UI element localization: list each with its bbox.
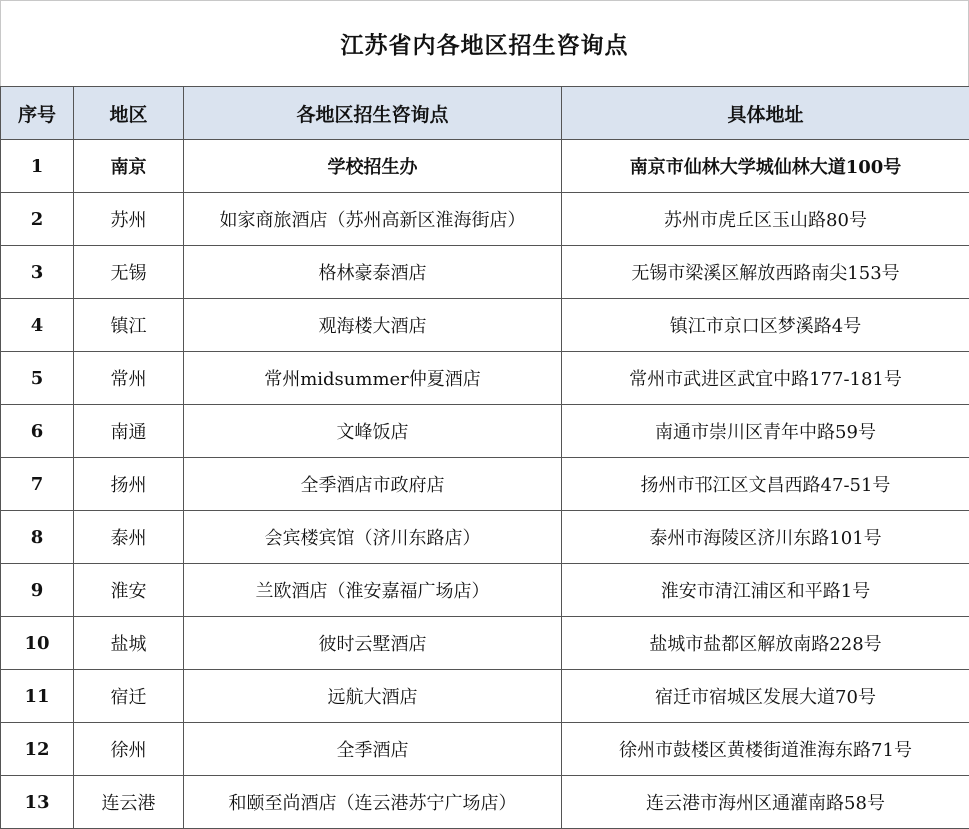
cell-address: 淮安市清江浦区和平路1号 [562, 564, 969, 617]
cell-address: 盐城市盐都区解放南路228号 [562, 617, 969, 670]
cell-seq: 10 [1, 617, 74, 670]
cell-point: 远航大酒店 [184, 670, 562, 723]
cell-seq: 11 [1, 670, 74, 723]
cell-region: 无锡 [74, 246, 184, 299]
cell-region: 常州 [74, 352, 184, 405]
cell-seq: 1 [1, 140, 74, 193]
cell-point: 学校招生办 [184, 140, 562, 193]
cell-point: 和颐至尚酒店（连云港苏宁广场店） [184, 776, 562, 829]
cell-seq: 6 [1, 405, 74, 458]
header-region: 地区 [74, 87, 184, 140]
cell-region: 苏州 [74, 193, 184, 246]
cell-point: 全季酒店 [184, 723, 562, 776]
table-row [1, 193, 969, 246]
table-row [1, 564, 969, 617]
cell-seq: 4 [1, 299, 74, 352]
cell-address: 南京市仙林大学城仙林大道100号 [562, 140, 969, 193]
table-row [1, 140, 969, 193]
cell-address: 连云港市海州区通灌南路58号 [562, 776, 969, 829]
cell-seq: 7 [1, 458, 74, 511]
cell-address: 扬州市邗江区文昌西路47-51号 [562, 458, 969, 511]
cell-point: 全季酒店市政府店 [184, 458, 562, 511]
cell-region: 连云港 [74, 776, 184, 829]
cell-point: 彼时云墅酒店 [184, 617, 562, 670]
header-seq: 序号 [1, 87, 74, 140]
cell-seq: 5 [1, 352, 74, 405]
table-row [1, 352, 969, 405]
cell-seq: 2 [1, 193, 74, 246]
cell-point: 观海楼大酒店 [184, 299, 562, 352]
cell-address: 苏州市虎丘区玉山路80号 [562, 193, 969, 246]
table-row [1, 617, 969, 670]
cell-region: 扬州 [74, 458, 184, 511]
cell-seq: 9 [1, 564, 74, 617]
cell-point: 会宾楼宾馆（济川东路店） [184, 511, 562, 564]
cell-seq: 12 [1, 723, 74, 776]
cell-region: 宿迁 [74, 670, 184, 723]
table-row [1, 458, 969, 511]
cell-address: 常州市武进区武宜中路177-181号 [562, 352, 969, 405]
consultation-table [0, 86, 969, 829]
cell-point: 常州midsummer仲夏酒店 [184, 352, 562, 405]
cell-address: 泰州市海陵区济川东路101号 [562, 511, 969, 564]
cell-address: 无锡市梁溪区解放西路南尖153号 [562, 246, 969, 299]
cell-point: 兰欧酒店（淮安嘉福广场店） [184, 564, 562, 617]
table-row [1, 511, 969, 564]
table-row [1, 405, 969, 458]
table-row [1, 670, 969, 723]
cell-address: 宿迁市宿城区发展大道70号 [562, 670, 969, 723]
cell-point: 如家商旅酒店（苏州高新区淮海街店） [184, 193, 562, 246]
cell-seq: 13 [1, 776, 74, 829]
cell-region: 南京 [74, 140, 184, 193]
cell-region: 泰州 [74, 511, 184, 564]
cell-region: 徐州 [74, 723, 184, 776]
cell-point: 文峰饭店 [184, 405, 562, 458]
header-row [1, 87, 969, 140]
cell-address: 镇江市京口区梦溪路4号 [562, 299, 969, 352]
header-point: 各地区招生咨询点 [184, 87, 562, 140]
cell-region: 淮安 [74, 564, 184, 617]
cell-address: 徐州市鼓楼区黄楼街道淮海东路71号 [562, 723, 969, 776]
cell-point: 格林豪泰酒店 [184, 246, 562, 299]
table-row [1, 299, 969, 352]
cell-region: 镇江 [74, 299, 184, 352]
cell-seq: 3 [1, 246, 74, 299]
cell-region: 南通 [74, 405, 184, 458]
table-row [1, 723, 969, 776]
cell-address: 南通市崇川区青年中路59号 [562, 405, 969, 458]
cell-seq: 8 [1, 511, 74, 564]
table-title: 江苏省内各地区招生咨询点 [0, 0, 969, 86]
cell-region: 盐城 [74, 617, 184, 670]
header-address: 具体地址 [562, 87, 969, 140]
table-row [1, 776, 969, 829]
table-row [1, 246, 969, 299]
